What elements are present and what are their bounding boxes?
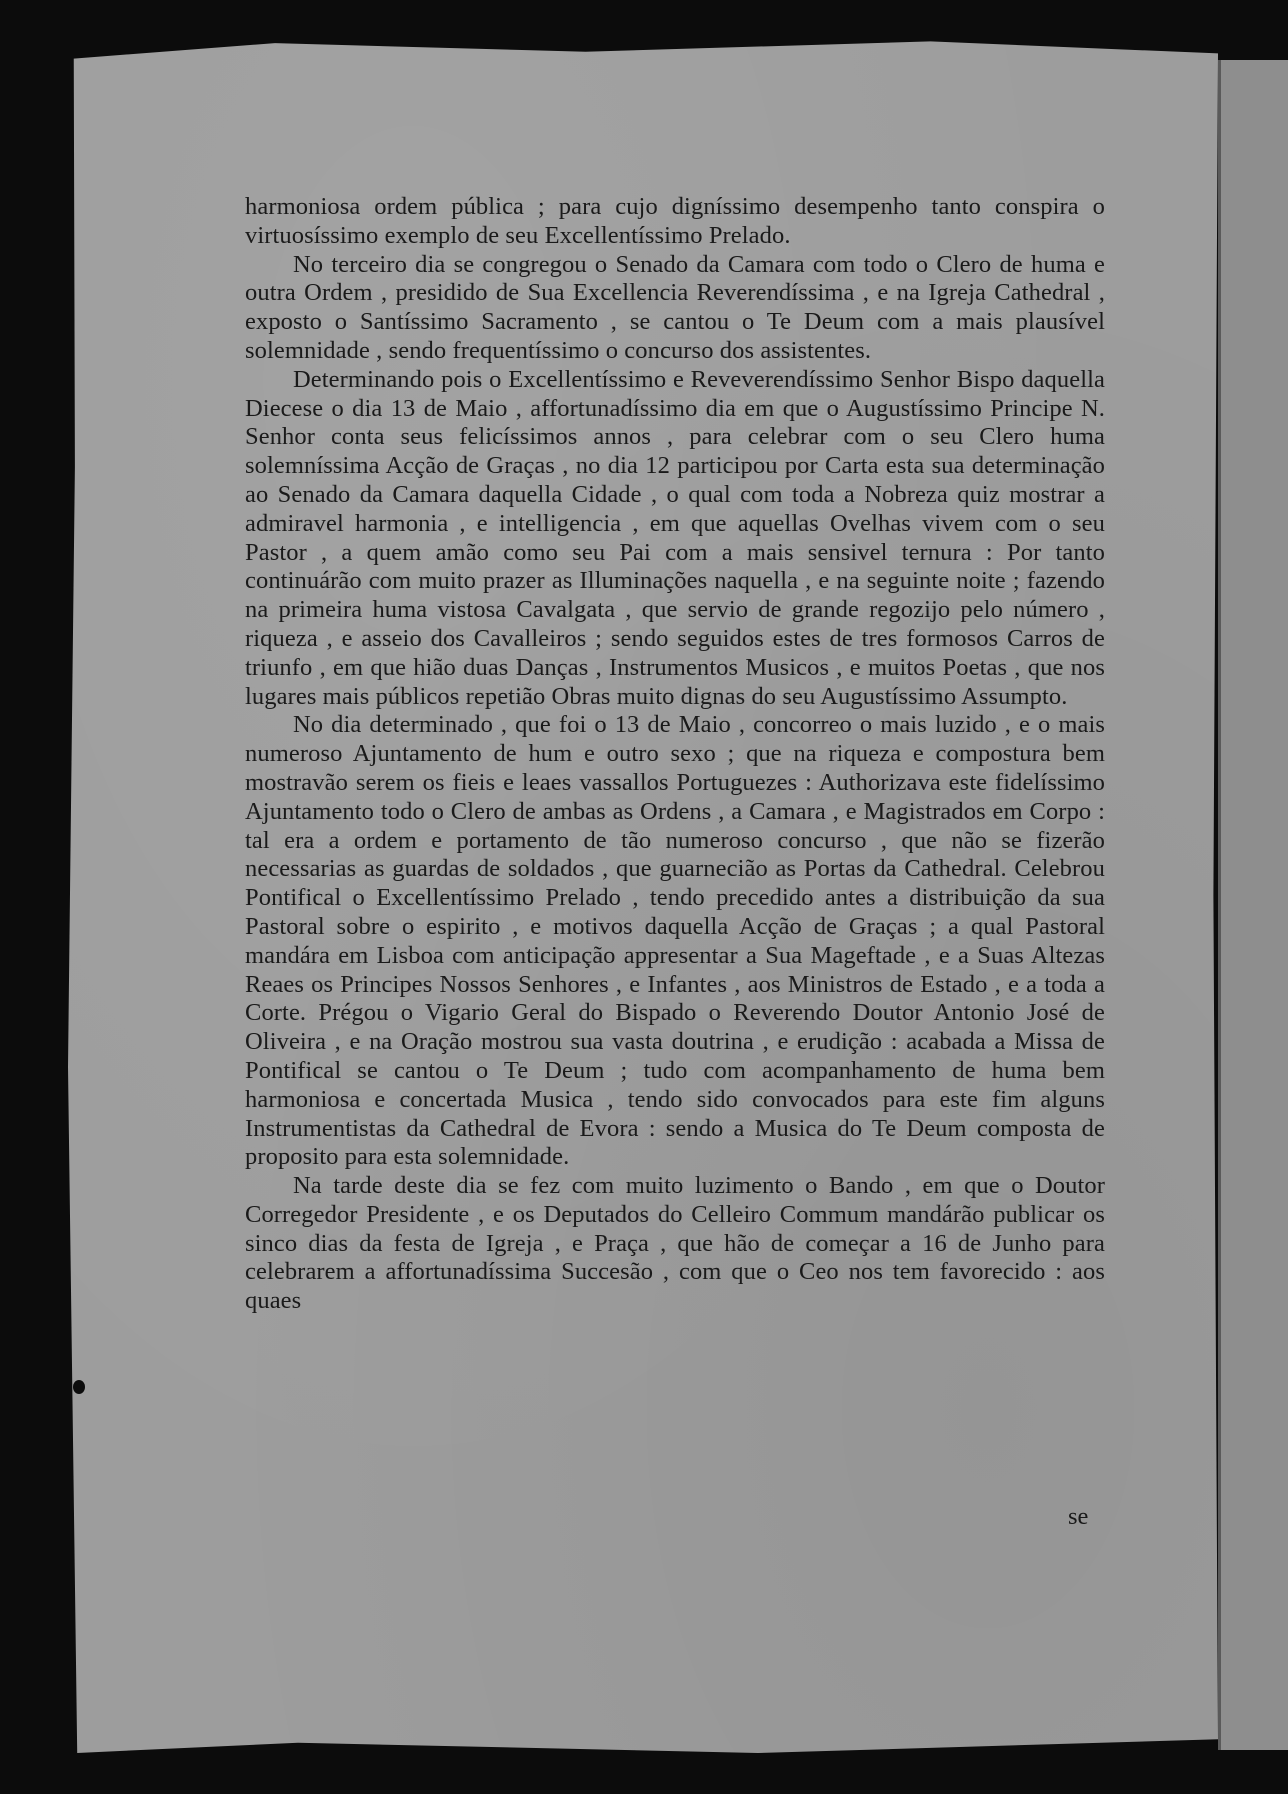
catchword: se <box>1068 1503 1089 1530</box>
document-body <box>245 193 1105 1316</box>
paragraph-5: Na tarde deste dia se fez com muito luzimento o Bando , em que o Doutor Corregedor Presidente , e os Deputados do Celleiro Commum mandárão publicar os sinco dias da festa de Igreja , e Praça , que hão de começar a 16 de Junho para celebrarem a affortunadíssima Succesão , com que o Ceo nos tem favorecido : aos quaes <box>245 1172 1105 1315</box>
facing-page-edge <box>1218 60 1288 1750</box>
paragraph-1: harmoniosa ordem pública ; para cujo digníssimo desempenho tanto conspira o virtuosíssimo exemplo de seu Excellentíssimo Prelado. <box>245 193 1105 249</box>
paragraph-2: No terceiro dia se congregou o Senado da Camara com todo o Clero de huma e outra Ordem , presidido de Sua Excellencia Reverendíssima , e na Igreja Cathedral , exposto o Santíssimo Sacramento , se cantou o Te Deum com a mais plausível solemnidade , sendo frequentíssimo o concurso dos assistentes. <box>245 250 1105 364</box>
binding-hole <box>73 1380 85 1394</box>
paragraph-3: Determinando pois o Excellentíssimo e Reveverendíssimo Senhor Bispo daquella Diecese o dia 13 de Maio , affortunadíssimo dia em que o Augustíssimo Principe N. Senhor conta seus felicíssimos annos , para celebrar com o seu Clero huma solemníssima Acção de Graças , no dia 12 participou por Carta esta sua determinação ao Senado da Camara daquella Cidade , o qual com toda a Nobreza quiz mostrar a admiravel harmonia , e intelligencia , em que aquellas Ovelhas vivem com o seu Pastor , a quem amão como seu Pai com a mais sensivel ternura : Por tanto continuárão com muito prazer as Illuminações naquella , e na seguinte noite ; fazendo na primeira huma vistosa Cavalgata , que servio de grande regozijo pelo número , riqueza , e asseio dos Cavalleiros ; sendo seguidos estes de tres formosos Carros de triunfo , em que hião duas Danças , Instrumentos Musicos , e muitos Poetas , que nos lugares mais públicos repetião Obras muito dignas do seu Augustíssimo Assumpto. <box>245 365 1105 710</box>
paragraph-4: No dia determinado , que foi o 13 de Maio , concorreo o mais luzido , e o mais numeroso Ajuntamento de hum e outro sexo ; que na riqueza e compostura bem mostravão serem os fieis e leaes vassallos Portuguezes : Authorizava este fidelíssimo Ajuntamento todo o Clero de ambas as Ordens , a Camara , e Magistrados em Corpo : tal era a ordem e portamento de tão numeroso concurso , que não se fizerão necessarias as guardas de soldados , que guarnecião as Portas da Cathedral. Celebrou Pontifical o Excellentíssimo Prelado , tendo precedido antes a distribuição da sua Pastoral sobre o espirito , e motivos daquella Acção de Graças ; a qual Pastoral mandára em Lisboa com anticipação appresentar a Sua Mageftade , e a Suas Altezas Reaes os Principes Nossos Senhores , e Infantes , aos Ministros de Estado , e a toda a Corte. Prégou o Vigario Geral do Bispado o Reverendo Doutor Antonio José de Oliveira , e na Oração mostrou sua vasta doutrina , e erudição : acabada a Missa de Pontifical se cantou o Te Deum ; tudo com acompanhamento de huma bem harmoniosa e concertada Musica , tendo sido convocados para este fim alguns Instrumentistas da Cathedral de Evora : sendo a Musica do Te Deum composta de proposito para esta solemnidade. <box>245 711 1105 1171</box>
